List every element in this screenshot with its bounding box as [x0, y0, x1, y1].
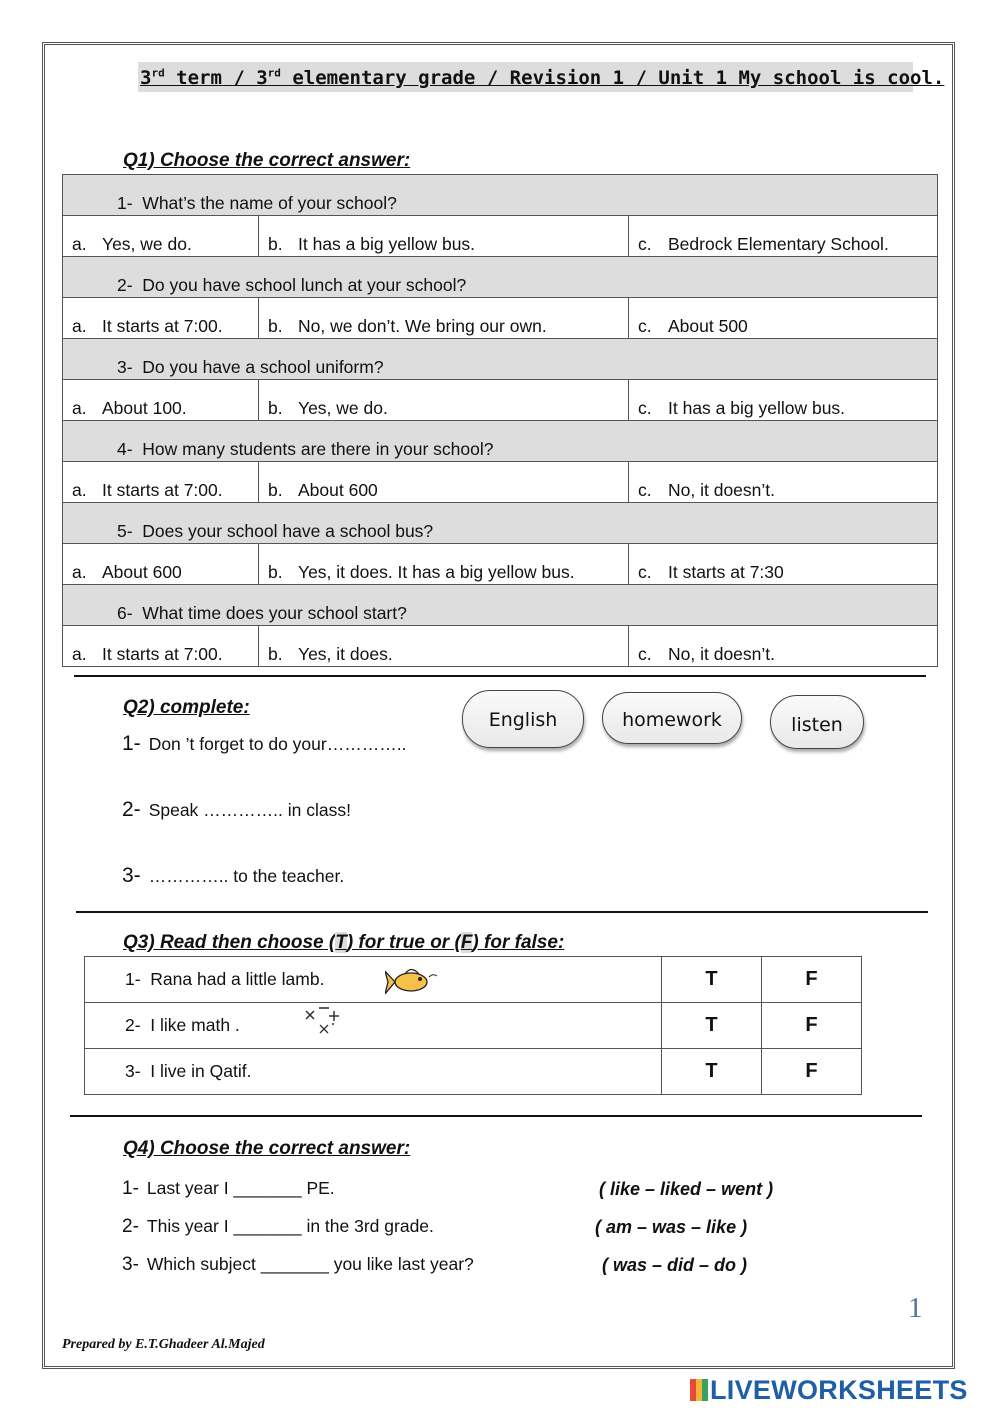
- q2-line-3[interactable]: 3- ………….. to the teacher.: [122, 864, 345, 887]
- true-option[interactable]: T: [662, 1049, 762, 1095]
- word-bank-english[interactable]: English: [462, 690, 584, 748]
- q4-choices-3[interactable]: ( was – did – do ): [602, 1255, 748, 1275]
- true-option[interactable]: T: [662, 1003, 762, 1049]
- question-cell: 6- What time does your school start?: [63, 585, 938, 626]
- liveworksheets-logo: LIVEWORKSHEETS: [690, 1375, 968, 1406]
- question-row: [63, 339, 938, 380]
- q3-table: [84, 956, 862, 1095]
- option-b[interactable]: b. Yes, it does. It has a big yellow bus.: [259, 544, 629, 585]
- option-c[interactable]: c. It starts at 7:30: [629, 544, 938, 585]
- q4-heading: Q4) Choose the correct answer:: [123, 1138, 411, 1159]
- option-a[interactable]: a. Yes, we do.: [63, 216, 259, 257]
- q4-item-3: 3- Which subject _______ you like last year?: [122, 1254, 474, 1275]
- statement-cell: 2- I like math .: [85, 1003, 662, 1049]
- option-b[interactable]: b. About 600: [259, 462, 629, 503]
- option-b[interactable]: b. Yes, it does.: [259, 626, 629, 667]
- question-row: [63, 257, 938, 298]
- option-a[interactable]: a. It starts at 7:00.: [63, 462, 259, 503]
- q2-line-2[interactable]: 2- Speak ………….. in class!: [122, 798, 351, 821]
- answer-row: [63, 216, 938, 257]
- answer-row: [63, 626, 938, 667]
- option-a[interactable]: a. About 100.: [63, 380, 259, 421]
- fish-icon: [385, 965, 445, 997]
- worksheet-title: 3rd term / 3rd elementary grade / Revision 1 / Unit 1 My school is cool.: [138, 62, 913, 92]
- false-option[interactable]: F: [762, 957, 862, 1003]
- q2-heading: Q2) complete:: [123, 697, 250, 718]
- option-c[interactable]: c. No, it doesn’t.: [629, 626, 938, 667]
- page-number: 1: [908, 1292, 923, 1324]
- question-row: [63, 175, 938, 216]
- option-c[interactable]: c. Bedrock Elementary School.: [629, 216, 938, 257]
- divider: [74, 675, 926, 677]
- answer-row: [63, 380, 938, 421]
- answer-row: [63, 298, 938, 339]
- q4-choices-2[interactable]: ( am – was – like ): [595, 1217, 748, 1237]
- question-cell: 4- How many students are there in your school?: [63, 421, 938, 462]
- question-cell: 2- Do you have school lunch at your school?: [63, 257, 938, 298]
- answer-row: [63, 544, 938, 585]
- prepared-by: Prepared by E.T.Ghadeer Al.Majed: [62, 1337, 265, 1352]
- divider: [76, 911, 928, 913]
- option-b[interactable]: b. No, we don’t. We bring our own.: [259, 298, 629, 339]
- q4-item-2: 2- This year I _______ in the 3rd grade.: [122, 1216, 434, 1237]
- option-b[interactable]: b. It has a big yellow bus.: [259, 216, 629, 257]
- q1-table: [62, 174, 938, 667]
- math-symbols-icon: [303, 1005, 349, 1037]
- q2-line-1[interactable]: 1- Don ’t forget to do your…………..: [122, 732, 407, 755]
- option-c[interactable]: c. It has a big yellow bus.: [629, 380, 938, 421]
- table-row: [85, 957, 862, 1003]
- q4-choices-1[interactable]: ( like – liked – went ): [599, 1179, 774, 1199]
- q1-heading: Q1) Choose the correct answer:: [123, 150, 411, 171]
- answer-row: [63, 462, 938, 503]
- option-a[interactable]: a. About 600: [63, 544, 259, 585]
- table-row: [85, 1003, 862, 1049]
- option-a[interactable]: a. It starts at 7:00.: [63, 298, 259, 339]
- statement-cell: 1- Rana had a little lamb.: [85, 957, 662, 1003]
- q3-heading: Q3) Read then choose (T) for true or (F) for false:: [123, 932, 565, 953]
- false-option[interactable]: F: [762, 1003, 862, 1049]
- option-a[interactable]: a. It starts at 7:00.: [63, 626, 259, 667]
- word-bank-homework[interactable]: homework: [602, 692, 742, 744]
- question-row: [63, 421, 938, 462]
- question-cell: 5- Does your school have a school bus?: [63, 503, 938, 544]
- option-b[interactable]: b. Yes, we do.: [259, 380, 629, 421]
- table-row: [85, 1049, 862, 1095]
- question-cell: 1- What’s the name of your school?: [63, 175, 938, 216]
- option-c[interactable]: c. About 500: [629, 298, 938, 339]
- question-row: [63, 585, 938, 626]
- logo-blocks-icon: [690, 1379, 708, 1401]
- question-cell: 3- Do you have a school uniform?: [63, 339, 938, 380]
- false-option[interactable]: F: [762, 1049, 862, 1095]
- q4-item-1: 1- Last year I _______ PE.: [122, 1178, 335, 1199]
- statement-cell: 3- I live in Qatif.: [85, 1049, 662, 1095]
- question-row: [63, 503, 938, 544]
- true-option[interactable]: T: [662, 957, 762, 1003]
- option-c[interactable]: c. No, it doesn’t.: [629, 462, 938, 503]
- word-bank-listen[interactable]: listen: [770, 695, 864, 749]
- divider: [70, 1115, 922, 1117]
